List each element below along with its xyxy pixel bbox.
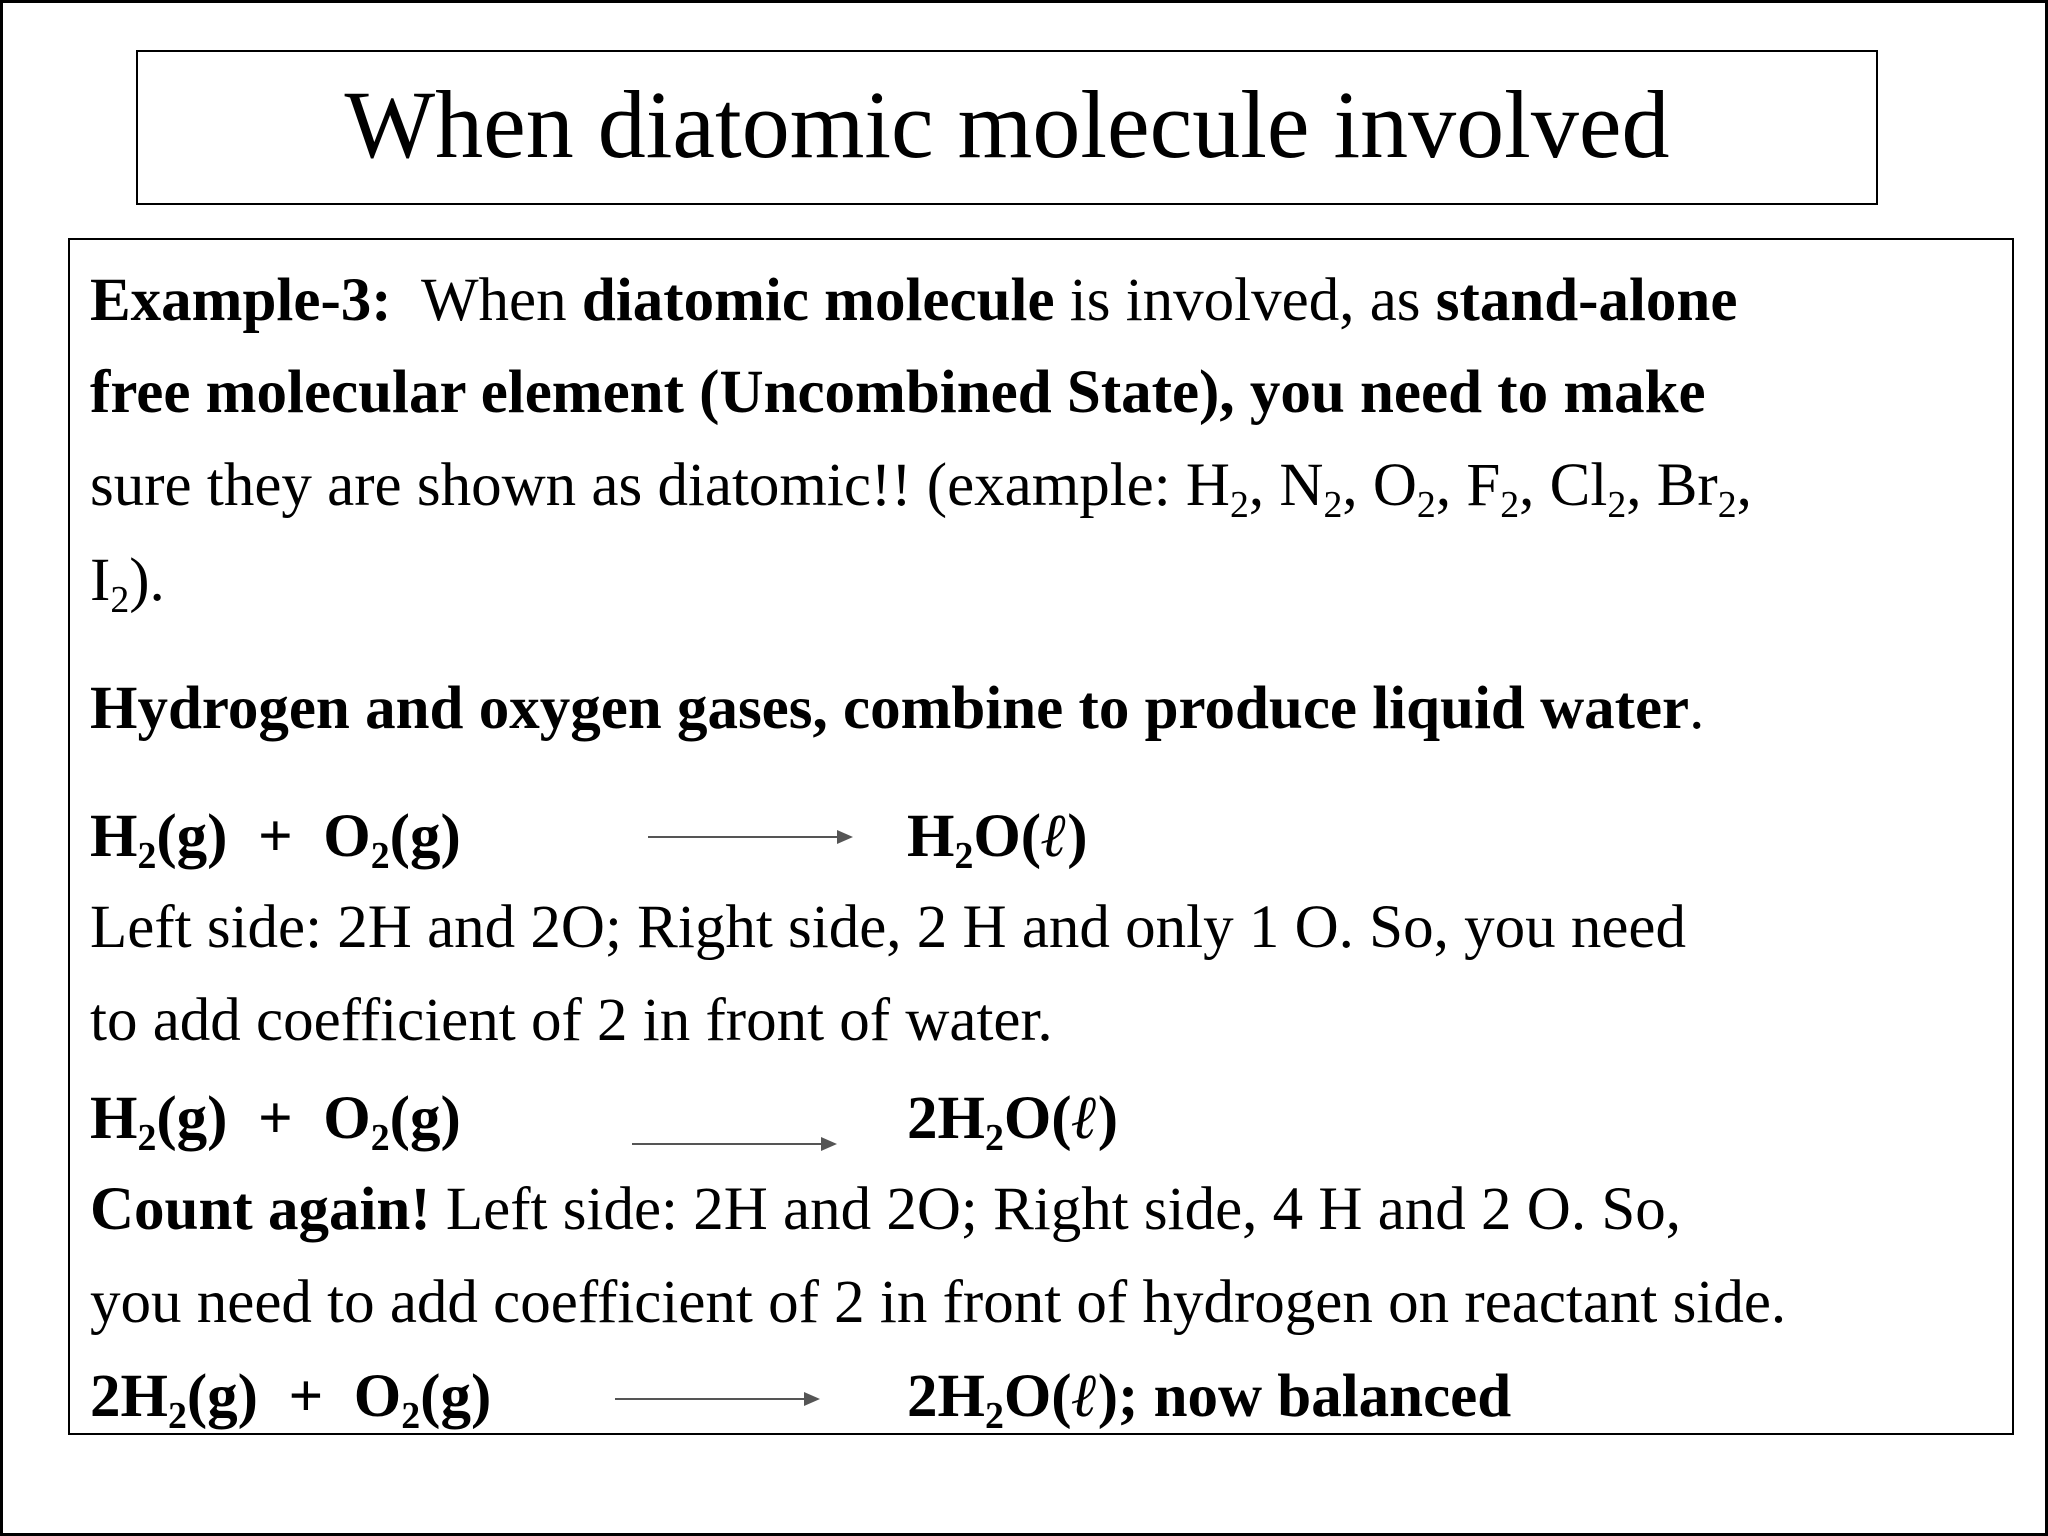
element-item: $H_2$, (1185, 452, 1265, 527)
reaction-arrow (632, 1143, 834, 1145)
intro-bold-term: stand-alone (1435, 267, 1738, 334)
equation-1-product: $H_2O(\ell)$ (907, 803, 1088, 878)
element-item: $N_2$, (1279, 452, 1358, 527)
element-item: $I_2$). (90, 547, 165, 622)
intro-bold-line: free molecular element (Uncombined State), you need to make (90, 359, 1706, 426)
explain-2-line-1: Count again! Left side: 2H and 2O; Right side, 4 H and 2 O. So, (90, 1176, 1682, 1243)
element-item: $Cl_2$, (1549, 452, 1642, 527)
example-label: Example-3: (90, 267, 392, 334)
equation-2-product: $2H_2O(\ell)$ (907, 1085, 1119, 1160)
problem-statement: Hydrogen and oxygen gases, combine to produce liquid water. (90, 675, 1705, 742)
explain-1-line-1: Left side: 2H and 2O; Right side, 2 H and only 1 O. So, you need (90, 894, 1686, 961)
element-item: $O_2$, (1372, 452, 1452, 527)
reaction-arrow (648, 836, 850, 838)
intro-line-2 (90, 359, 1706, 426)
equation-2-reactants: $H_2(g) + O_2(g)$ (90, 1085, 461, 1160)
explain-2-line-2: you need to add coefficient of 2 in front of hydrogen on reactant side. (90, 1269, 1787, 1336)
intro-line-3 (90, 452, 1752, 527)
reaction-arrow (615, 1398, 817, 1400)
equation-3-product: $2H_2O(\ell)$; now balanced (907, 1363, 1512, 1438)
slide-title: When diatomic molecule involved (344, 70, 1670, 178)
intro-text: When (420, 267, 567, 334)
intro-bold-term: diatomic molecule (581, 267, 1055, 334)
element-item: $F_2$, (1466, 452, 1535, 527)
explain-1-line-2: to add coefficient of 2 in front of water. (90, 987, 1053, 1054)
intro-line-4 (90, 547, 165, 622)
equation-3-reactants: $2H_2(g) + O_2(g)$ (90, 1363, 492, 1438)
intro-text: sure they are shown as diatomic!! (example: (90, 452, 1171, 519)
count-again-label: Count again! (90, 1176, 431, 1243)
intro-line-1 (90, 267, 1738, 334)
equation-1-reactants: $H_2(g) + O_2(g)$ (90, 803, 461, 878)
title-box (136, 50, 1878, 205)
element-item: $Br_2$, (1656, 452, 1752, 527)
intro-text: is involved, as (1069, 267, 1421, 334)
